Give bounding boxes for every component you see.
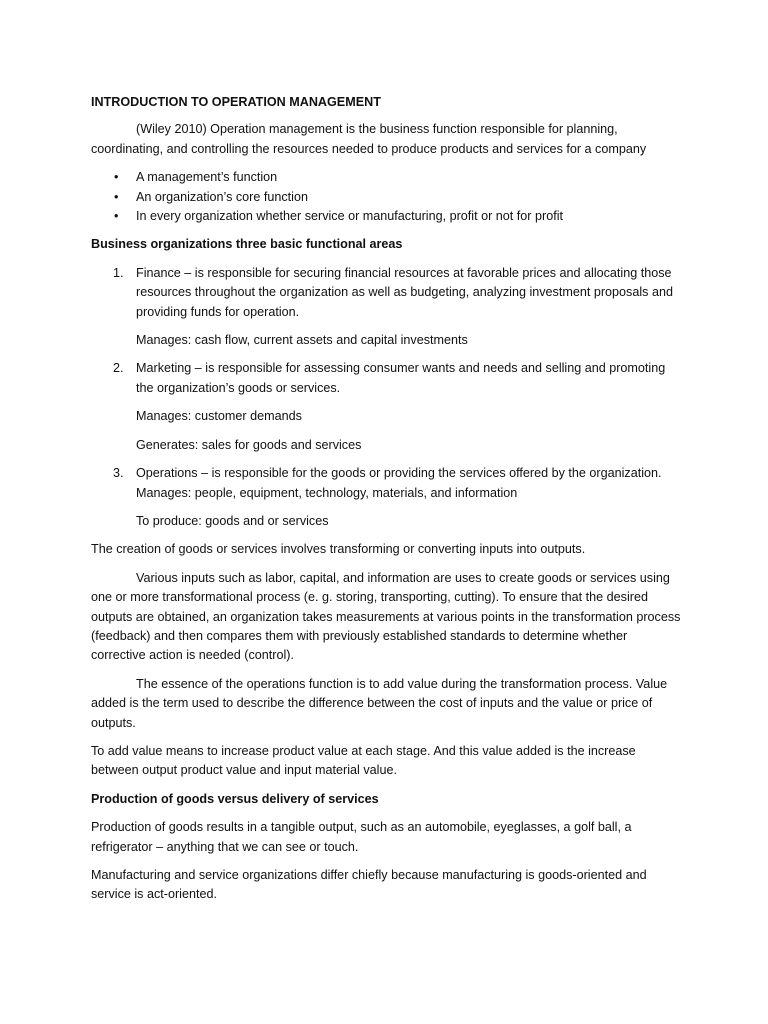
area-text: Marketing – is responsible for assessing consumer wants and needs and selling and promoting the organization’s goods or services. (136, 361, 666, 395)
area-number: 2. (113, 361, 124, 376)
intro-paragraph: (Wiley 2010) Operation management is the business function responsible for planning, coordinating, and controlling the resources needed to produce products and services for a company (91, 122, 647, 156)
bullet-text: A management’s function (136, 170, 278, 185)
area-number: 1. (113, 265, 124, 280)
area-item-finance (91, 264, 681, 322)
area-produce: To produce: goods and or services (136, 513, 329, 528)
area-item-operations (91, 464, 681, 503)
bullet-text: In every organization whether service or manufacturing, profit or not for profit (136, 209, 563, 224)
area-text: Finance – is responsible for securing financial resources at favorable prices and allocating those resources throughout the organization as well as budgeting, analyzing investment proposals and providing funds for operation. (136, 265, 673, 319)
area-item-marketing (91, 359, 681, 398)
area-text: Operations – is responsible for the goods or providing the services offered by the organization. (136, 466, 662, 481)
production-heading: Production of goods versus delivery of services (91, 791, 379, 806)
area-manages: Manages: people, equipment, technology, materials, and information (136, 485, 518, 500)
add-value-paragraph: To add value means to increase product value at each stage. And this value added is the increase between output product value and input material value. (91, 743, 636, 778)
area-manages: Manages: cash flow, current assets and capital investments (136, 333, 468, 348)
areas-heading: Business organizations three basic functional areas (91, 237, 403, 252)
area-generates: Generates: sales for goods and services (136, 437, 362, 452)
bullet-icon: • (114, 189, 119, 204)
bullet-icon: • (114, 209, 119, 224)
document-page (91, 93, 681, 914)
manufacturing-paragraph: Manufacturing and service organizations differ chiefly because manufacturing is goods-oriented and service is act-oriented. (91, 868, 647, 902)
essence-paragraph: The essence of the operations function is to add value during the transformation process. Value added is the term used to describe the difference between the cost of inputs and the value or price of outputs. (91, 676, 668, 730)
functional-areas-list (91, 264, 681, 531)
production-paragraph: Production of goods results in a tangible output, such as an automobile, eyeglasses, a golf ball, a refrigerator – anything that we can see or touch. (91, 820, 632, 854)
inputs-paragraph: Various inputs such as labor, capital, and information are uses to create goods or services using one or more transformational process (e. g. storing, transporting, cutting). To ensure that the desired outputs are obtained, an organization takes measurements at various points in the transformation process (feedback) and then compares them with previously established standards to determine whether corrective action is needed (control). (91, 570, 681, 663)
bullet-item (91, 168, 681, 187)
bullet-item (91, 188, 681, 207)
document-title: INTRODUCTION TO OPERATION MANAGEMENT (91, 95, 381, 109)
area-manages: Manages: customer demands (136, 409, 302, 424)
bullet-text: An organization’s core function (136, 189, 308, 204)
area-number: 3. (113, 466, 124, 481)
bullet-icon: • (114, 170, 119, 185)
bullet-item (91, 207, 681, 226)
creation-paragraph: The creation of goods or services involves transforming or converting inputs into outputs. (91, 542, 586, 557)
function-bullet-list (91, 168, 681, 226)
